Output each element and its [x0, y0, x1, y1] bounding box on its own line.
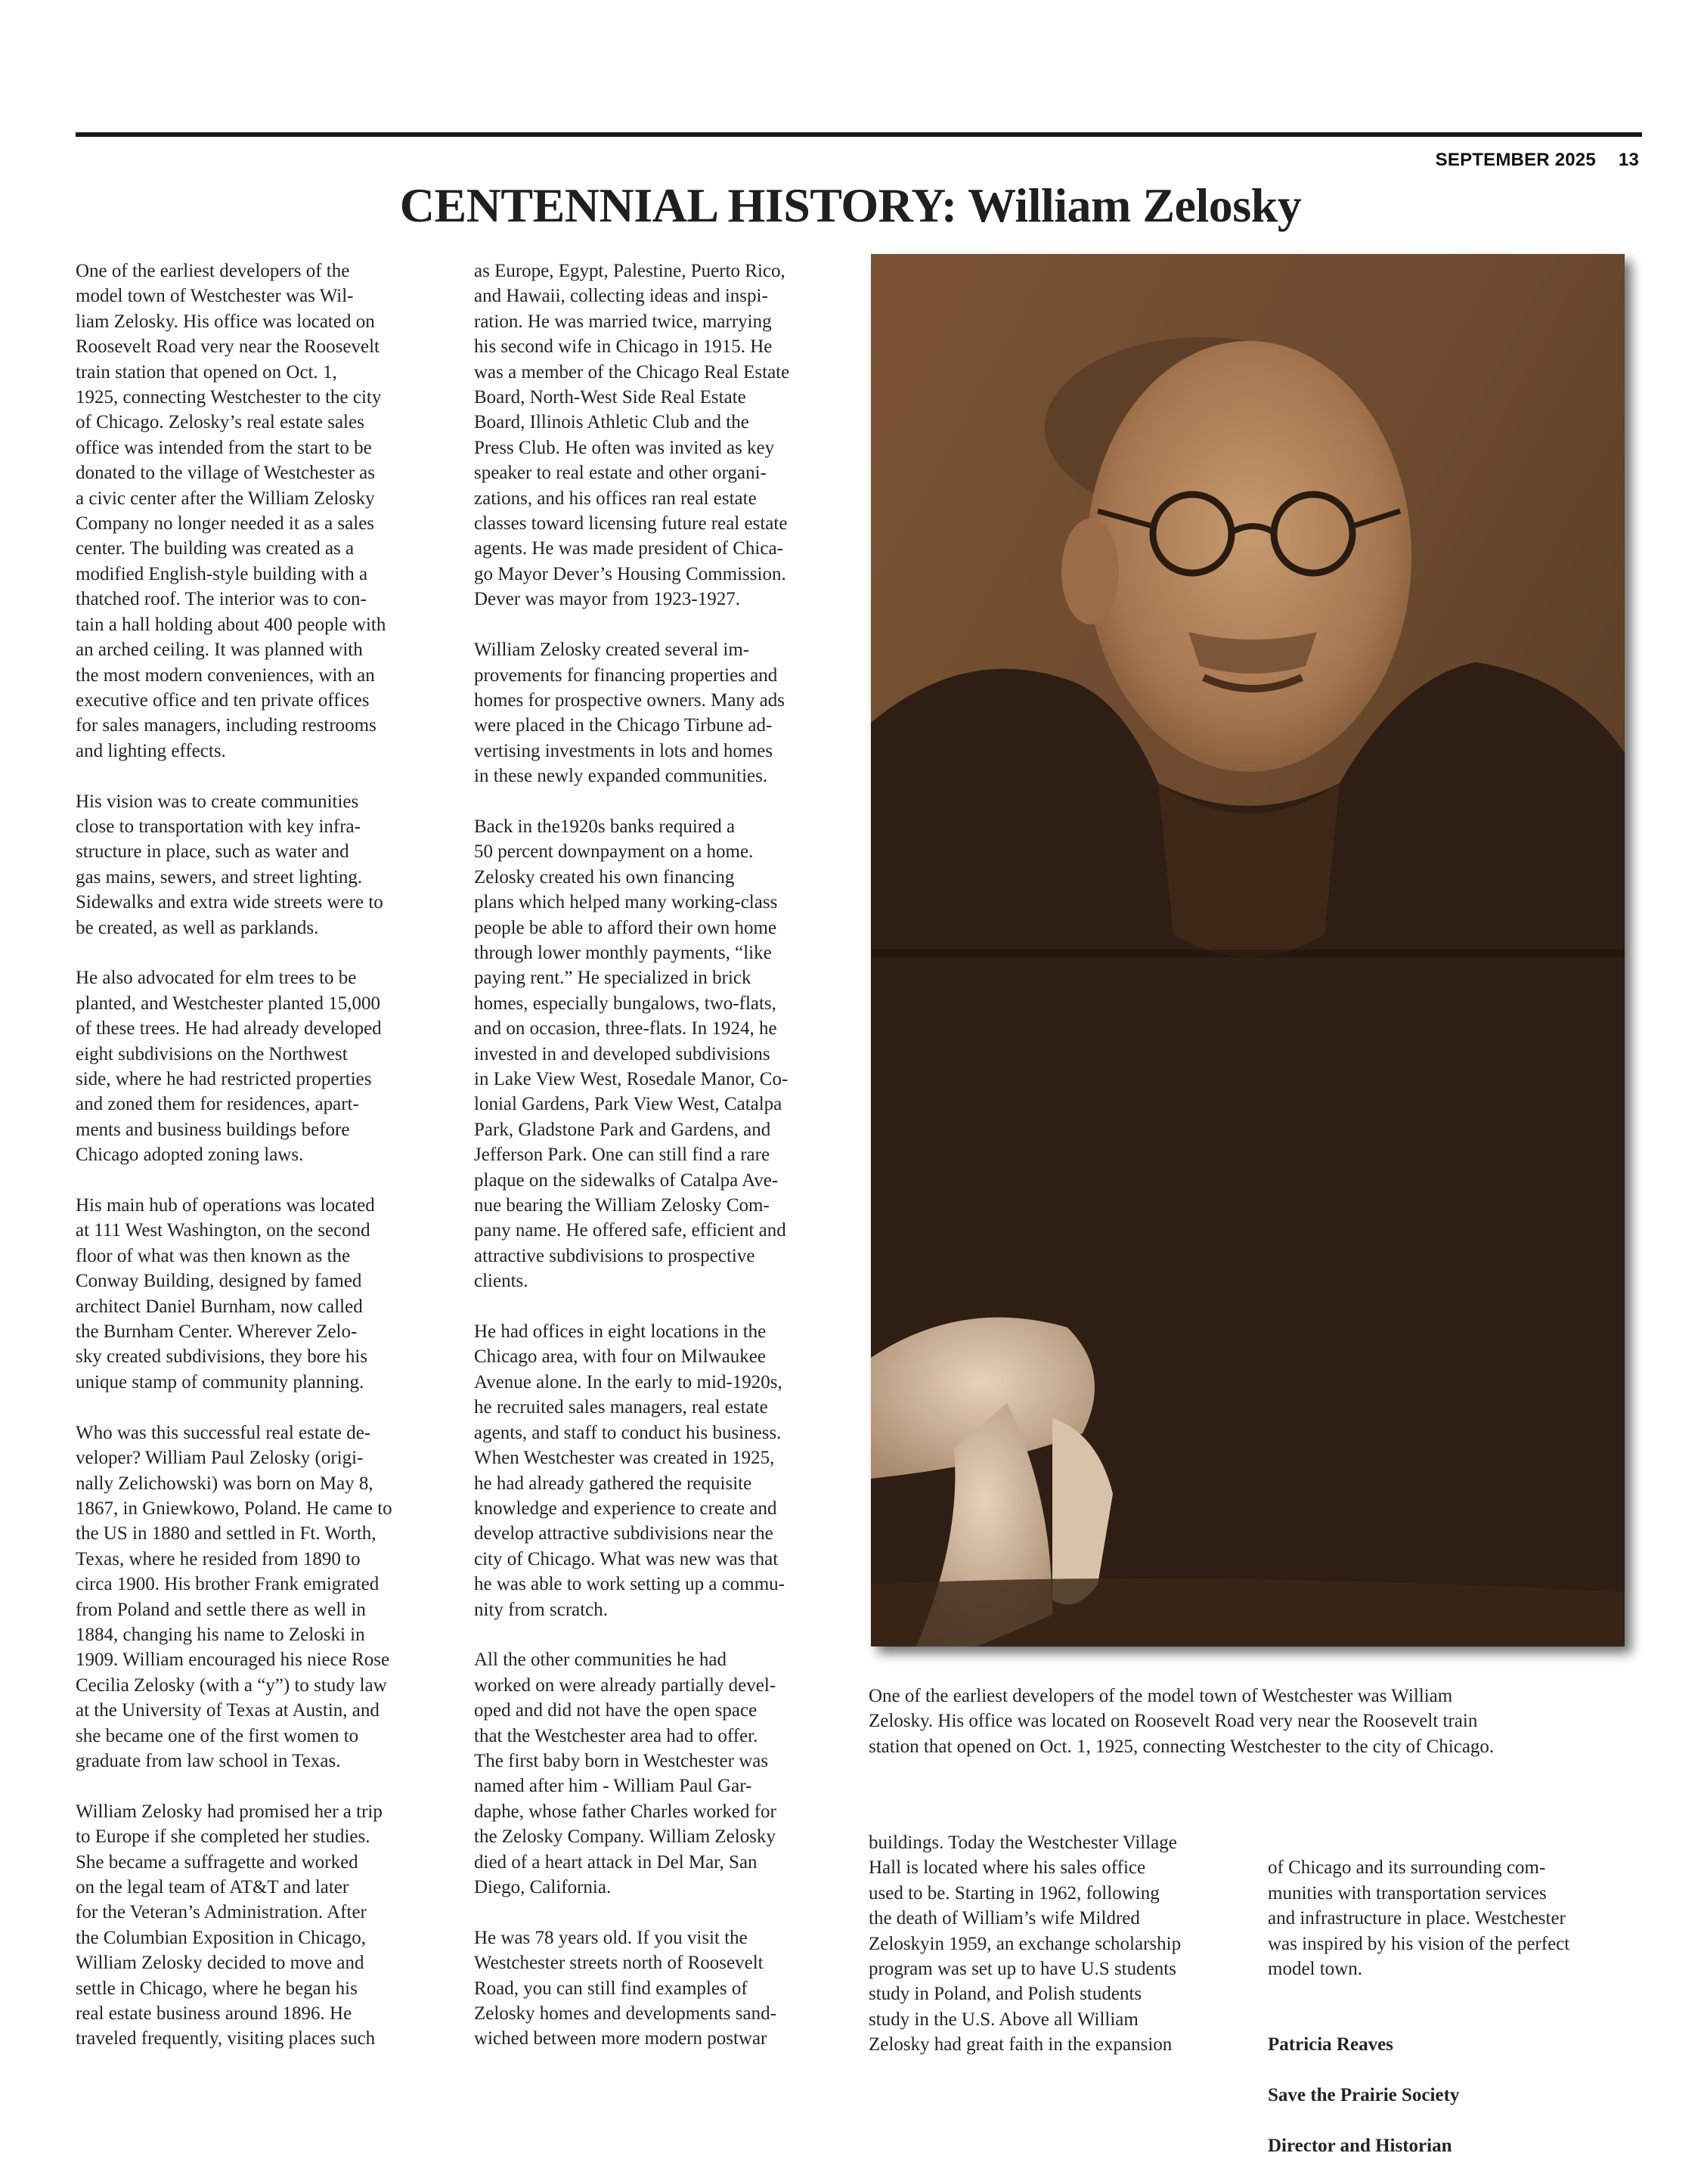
article-column-3: buildings. Today the Westchester Village Hall is located where his sales office used to be. Starting in 1962, following the death of William’s wife Mildred Zeloskyin 1959, an exchange scholarship program was set up to have U.S students study in Poland, and Polish students study in the U.S. Above all William Zelosky had great faith in the expansion [869, 1832, 1182, 2055]
byline-organization: Save the Prairie Society [1268, 2085, 1460, 2106]
page-number: 13 [1618, 150, 1639, 170]
paragraph-spacer [1268, 1981, 1661, 2006]
issue-date: SEPTEMBER 2025 [1435, 150, 1596, 170]
article-column-1: One of the earliest developers of the model town of Westchester was Wil- liam Zelosky. His office was located on Roosevelt Road very near the Roosevelt train station that opened on Oct. 1, 1925, connecting Westchester to the city of Chicago. Zelosky’s real estate sales office was intended from the start to be donated to the village of Westchester as a civic center after the William Zelosky Company no longer needed it as a sales center. The building was created as a modified English-style building with a thatched roof. The interior was to con- tain a hall holding about 400 people with an arched ceiling. It was planned with the most modern conveniences, with an executive office and ten private offices for sales managers, including restrooms and lighting effects. His vision was to create communities close to transportation with key infra- structure in place, such as water and gas mains, sewers, and street lighting. Sidewalks and extra wide streets were to be created, as well as parklands. He also advocated for elm trees to be planted, and Westchester planted 15,000 of these trees. He had already developed eight subdivisions on the Northwest side, where he had restricted properties and zoned them for residences, apart- ments and business buildings before Chicago adopted zoning laws. His main hub of operations was located at 111 West Washington, on the second floor of what was then known as the Conway Building, designed by famed architect Daniel Burnham, now called the Burnham Center. Wherever Zelo- sky created subdivisions, they bore his unique stamp of community planning. Who was this successful real estate de- veloper? William Paul Zelosky (origi- nally Zelichowski) was born on May 8, 1867, in Gniewkowo, Poland. He came to the US in 1880 and settled in Ft. Worth, Texas, where he resided from 1890 to circa 1900. His brother Frank emigrated from Poland and settle there as well in 1884, changing his name to Zeloski in 1909. William encouraged his niece Rose Cecilia Zelosky (with a “y”) to study law at the University of Texas at Austin, and she became one of the first women to graduate from law school in Texas. William Zelosky had promised her a trip to Europe if she completed her studies. She became a suffragette and worked on the legal team of AT&T and later for the Veteran’s Administration. After the Columbian Exposition in Chicago, William Zelosky decided to move and settle in Chicago, where he began his real estate business around 1896. He traveled frequently, visiting places such [76, 261, 392, 2049]
byline-title: Director and Historian [1268, 2135, 1452, 2156]
sepia-portrait-image [871, 254, 1625, 1647]
byline-author: Patricia Reaves [1268, 2034, 1393, 2055]
headline: CENTENNIAL HISTORY: William Zelosky [399, 178, 1302, 232]
portrait-photo [871, 254, 1625, 1647]
article-closing-text: of Chicago and its surrounding com- munities with transportation services and infrastructure in place. Westchester was inspired by his vision of the perfect model town. [1268, 1857, 1570, 1980]
article-column-2: as Europe, Egypt, Palestine, Puerto Rico, and Hawaii, collecting ideas and inspi- ration. He was married twice, marrying his second wife in Chicago in 1915. He was a member of the Chicago Real Estate Board, North-West Side Real Estate Board, Illinois Athletic Club and the Press Club. He often was invited as key speaker to real estate and other organi- zations, and his offices ran real estate classes toward licensing future real estate agents. He was made president of Chica- go Mayor Dever’s Housing Commission. Dever was mayor from 1923-1927. William Zelosky created several im- provements for financing properties and homes for prospective owners. Many ads were placed in the Chicago Tirbune ad- vertising investments in lots and homes in these newly expanded communities. Back in the1920s banks required a 50 percent downpayment on a home. Zelosky created his own financing plans which helped many working-class people be able to afford their own home through lower monthly payments, “like paying rent.” He specialized in brick homes, especially bungalows, two-flats, and on occasion, three-flats. In 1924, he invested in and developed subdivisions in Lake View West, Rosedale Manor, Co- lonial Gardens, Park View West, Catalpa Park, Gladstone Park and Gardens, and Jefferson Park. One can still find a rare plaque on the sidewalks of Catalpa Ave- nue bearing the William Zelosky Com- pany name. He offered safe, efficient and attractive subdivisions to prospective clients. He had offices in eight locations in the Chicago area, with four on Milwaukee Avenue alone. In the early to mid-1920s, he recruited sales managers, real estate agents, and staff to conduct his business. When Westchester was created in 1925, he had already gathered the requisite knowledge and experience to create and develop attractive subdivisions near the city of Chicago. What was new was that he was able to work setting up a commu- nity from scratch. All the other communities he had worked on were already partially devel- oped and did not have the open space that the Westchester area had to offer. The first baby born in Westchester was named after him - William Paul Gar- daphe, whose father Charles worked for the Zelosky Company. William Zelosky died of a heart attack in Del Mar, San Diego, California. He was 78 years old. If you visit the Westchester streets north of Roosevelt Road, you can still find examples of Zelosky homes and developments sand- wiched between more modern postwar [474, 261, 790, 2049]
page-folio [1436, 150, 1639, 171]
photo-caption: One of the earliest developers of the model town of Westchester was William Zelosky. His office was located on Roosevelt Road very near the Roosevelt train station that opened on Oct. 1, 1925, connecting Westchester to the city of Chicago. [869, 1686, 1495, 1757]
header-rule [76, 132, 1642, 137]
article-column-4 [1268, 1830, 1661, 2184]
